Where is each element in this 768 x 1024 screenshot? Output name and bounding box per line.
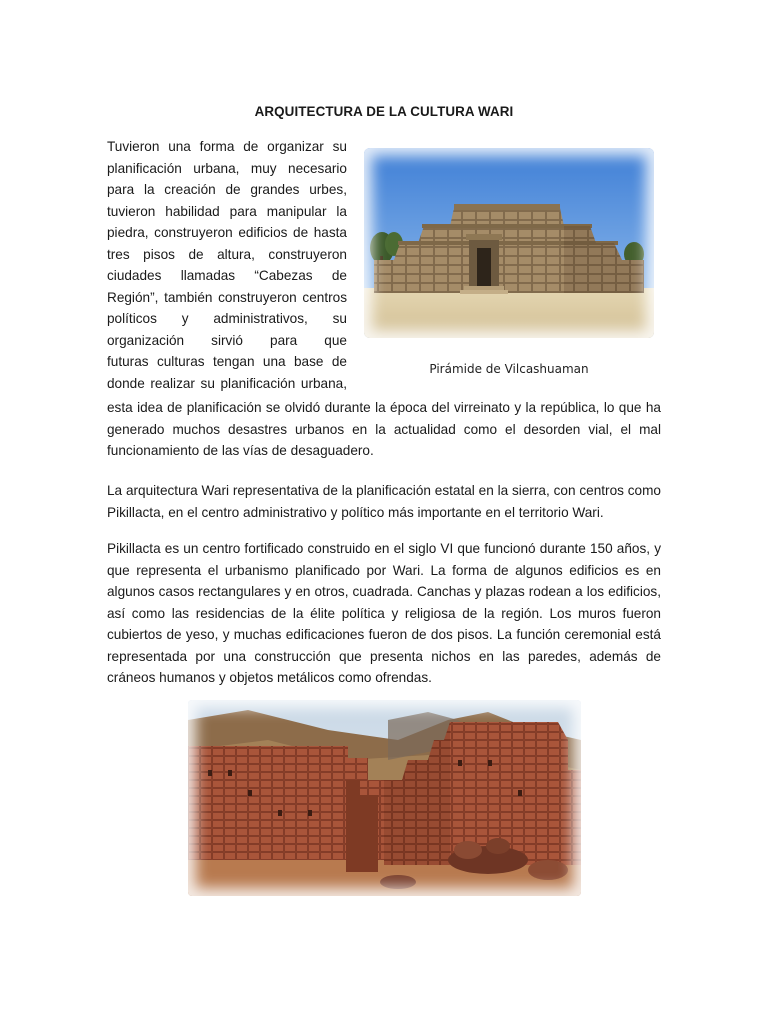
intro-line: tres pisos de altura, construyeron bbox=[107, 246, 347, 262]
intro-column bbox=[107, 136, 347, 394]
paragraph-pikillacta-description: Pikillacta es un centro fortificado construido en el siglo VI que funcionó durante 150 años, y que representa el urbanismo planificado por Wari. La forma de algunos edificios es en algunos casos rectangulares y en otros, cuadrada. Canchas y plazas rodean a los edificios, así como las residencias de la élite política y religiosa de la región. Los muros fueron cubiertos de yeso, y muchas edificaciones fueron de dos pisos. La función ceremonial está representada por una construcción que presenta nichos en las paredes, además de cráneos humanos y objetos metálicos como ofrendas. bbox=[107, 541, 661, 685]
intro-line: políticos y administrativos, su bbox=[107, 311, 347, 326]
intro-continuation: esta idea de planificación se olvidó durante la época del virreinato y la república, lo que ha generado muchos desastres urbanos en la actualidad como el desorden vial, el mal funcionamiento de las vías de desaguadero. bbox=[107, 400, 661, 458]
intro-line: tuvieron habilidad para manipular la bbox=[107, 203, 347, 219]
intro-line: para la creación de grandes urbes, bbox=[107, 182, 347, 197]
intro-line: piedra, construyeron edificios de hasta bbox=[107, 225, 347, 240]
pikillacta-ruins-photo bbox=[188, 700, 581, 896]
paragraph-pikillacta-intro: La arquitectura Wari representativa de la planificación estatal en la sierra, con centros como Pikillacta, en el centro administrativo y político más importante en el territorio Wari. bbox=[107, 483, 661, 520]
page-title: ARQUITECTURA DE LA CULTURA WARI bbox=[254, 104, 514, 119]
intro-line: ciudades llamadas “Cabezas de bbox=[107, 268, 347, 283]
intro-line: futuras culturas tengan una base de bbox=[107, 354, 347, 369]
vilcashuaman-pyramid-photo bbox=[364, 148, 654, 338]
intro-line: planificación urbana, muy necesario bbox=[107, 160, 347, 176]
figure-caption: Pirámide de Vilcashuaman bbox=[429, 362, 589, 376]
intro-line: donde realizar su planificación urbana, bbox=[107, 375, 347, 391]
intro-line: Tuvieron una forma de organizar su bbox=[107, 139, 347, 154]
intro-line: Región”, también construyeron centros bbox=[107, 289, 347, 305]
intro-line: organización sirvió para que bbox=[107, 332, 347, 348]
